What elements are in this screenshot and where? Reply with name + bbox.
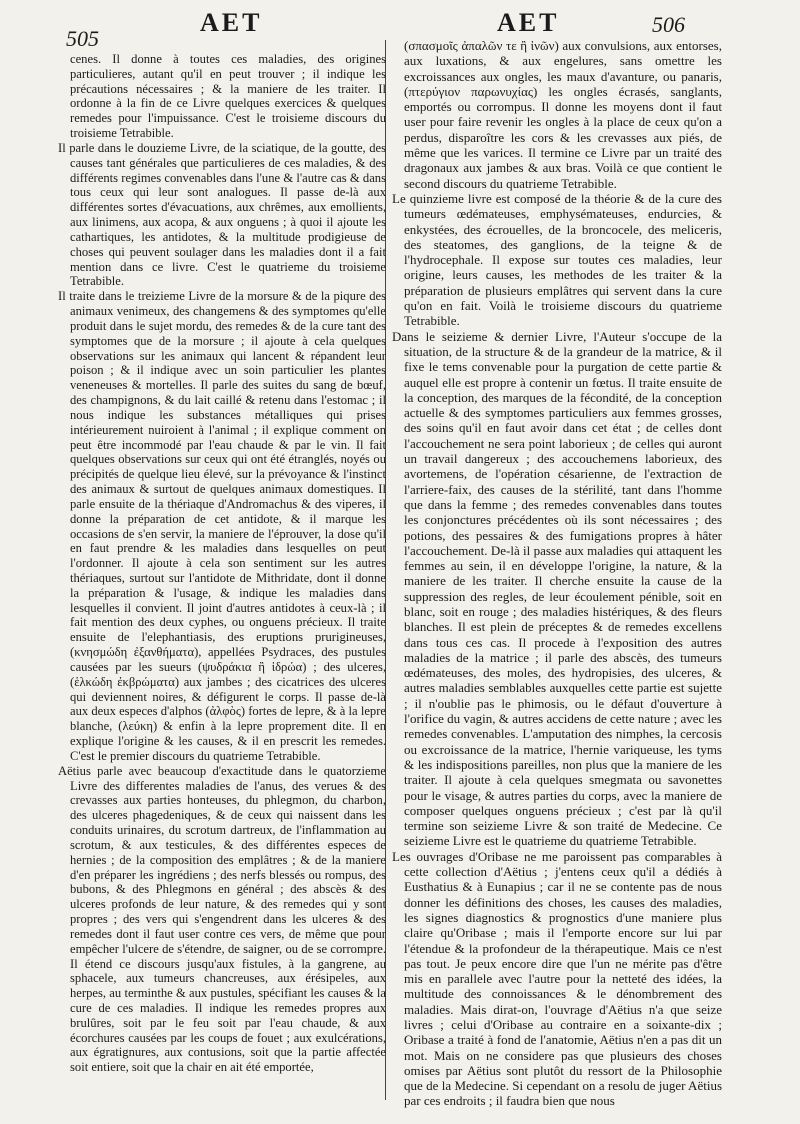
paragraph: Il parle dans le douzieme Livre, de la sciatique, de la goutte, des causes tant générales que particulieres de ces maladies, & des différents regimes convenables dans l'une & l'autre cas & dans tous ceux qui leur sont analogues. Il passe de-là aux différentes sortes d'évacuations, aux chrêmes, aux emollients, aux linimens, aux acopa, & aux onguens ; à quoi il ajoute les cathartiques, les antidotes, & la multitude prodigieuse de choses qui peuvent soulager dans les maladies dont il a fait mention dans ce livre. C'est le quatrieme du troisieme Tetrabible. <box>58 140 386 289</box>
running-head-left: AET <box>200 8 263 37</box>
page-number-left: 505 <box>66 26 99 51</box>
paragraph: (σπασμοῖς ἀπαλῶν τε ἢ ἰνῶν) aux convulsions, aux entorses, aux luxations, & aux engelures, sans omettre les excroissances aux ongles, les maux d'avanture, ou panaris, (πτερύγιον παρωνυχίας) les ongles écrasés, sanglants, emportés ou corrompus. Il donne les moyens dont il faut user pour faire revenir les ongles à la place de ceux qu'on a perdus, disparoître les cors & les crevasses aux piés, de même que les varices. Il termine ce Livre par un traité des dragonaux aux jambes & aux bras. Voilà ce que contient le second discours du quatrieme Tetrabible. <box>404 38 722 191</box>
running-head-right: AET <box>497 8 560 37</box>
paragraph: cenes. Il donne à toutes ces maladies, des origines particulieres, autant qu'il en peut trouver ; il indique les précautions nécessaires ; & la maniere de les traiter. Il ordonne à la fin de ce Livre quelques exercices & quelques remedes pour l'impuissance. C'est le troisieme discours du troisieme Tetrabible. <box>70 52 386 141</box>
paragraph: Dans le seizieme & dernier Livre, l'Auteur s'occupe de la situation, de la structure & de la grandeur de la matrice, & il fixe le tems convenable pour la purgation de cette partie & auquel elle est propre à contenir un fœtus. Il traite ensuite de la conception, des marques de la fécondité, de la conception actuelle & des symptomes particuliers aux femmes grosses, des soins qu'il en faut avoir dans cet état ; de celles dont l'accouchement ne sera point laborieux ; de celles qui auront un travail dangereux ; des accouchemens laborieux, des avortemens, de l'opération césarienne, de l'extraction de l'arriere-faix, des causes de la stérilité, tant dans l'homme que dans la femme ; des remedes convenables dans toutes les conjonctures précédentes où ils sont nécessaires ; des potions, des pessaires & des fumigations propres à hâter l'accouchement. De-là il passe aux maladies qui attaquent les femmes au sein, il en développe l'origine, la nature, & la maniere de les traiter. Il cherche ensuite la cause de la suppression des regles, de leur écoulement pénible, soit en blanc, soit en rouge ; des maladies histériques, & des fleurs blanches. Il est plein de préceptes & de remedes excellens dans tous ces cas. Il procede à l'exposition des autres maladies de la matrice ; il parle des abscès, des tumeurs œdémateuses, des moles, des hydropisies, des ulceres, & autres maladies semblables auxquelles cette partie est sujette ; il n'oublie pas le phimosis, ou le défaut d'ouverture à l'orifice du vagin, & autres accidens de cette nature ; avec les remedes convenables. L'amputation des nimphes, la cercosis ou excroissance de la matrice, l'hernie variqueuse, les tyms & les indispositions pareilles, non plus que la maniere de les traiter. Il ajoute à cela quelques smegmata ou savonettes pour le visage, & autres parties du corps, avec la maniere de composer quelques onguens précieux ; c'est par là qu'il termine son seizieme Livre & son traité de Medecine. Ce seizieme Livre est le quatrieme du quatrieme Tetrabible. <box>392 328 722 849</box>
right-column <box>392 38 722 1109</box>
paragraph: Le quinzieme livre est composé de la théorie & de la cure des tumeurs œdémateuses, emphysémateuses, endurcies, & enkystées, des écrouelles, de la broncocele, des meliceris, des steatomes, des ganglions, de la teigne & de l'hydrocephale. Il expose sur toutes ces maladies, leur origine, leurs causes, les methodes de les traiter & la préparation de plusieurs emplâtres qui servent dans la cure qu'on en fait. Voilà le troisieme discours du quatrieme Tetrabible. <box>392 190 722 329</box>
paragraph: Aëtius parle avec beaucoup d'exactitude dans le quatorzieme Livre des differentes maladies de l'anus, des verues & des crevasses aux parties honteuses, du phlegmon, du charbon, des ulceres phagedeniques, & de ceux qui naissent dans les conduits urinaires, du scrotum dartreux, de l'inflammation au scrotum, & aux testicules, & des différentes especes de hernies ; de la composition des emplâtres ; & de la maniere d'en préparer les ingrédiens ; des nerfs blessés ou rompus, des bubons, & des Phlegmons en général ; des abscès & des ulceres profonds de leur nature, & des remedes qui y sont propres ; des vers qui s'engendrent dans les ulceres & des remedes dont il faut user contre ces vers, de même que pour empêcher l'ulcere de s'étendre, de saigner, ou de se corrompre. Il étend ce discours jusqu'aux fistules, à la gangrene, au sphacele, aux tumeurs chancreuses, aux érésipeles, aux herpes, au terminthe & aux pustules, spécifiant les causes & la cure de ces maladies. Il indique les remedes propres aux brulûres, soit par le feu soit par l'eau chaude, & aux écorchures causées par les coups de fouet ; aux exulcérations, aux égratignures, aux contusions, soit que la partie affectée soit entiere, soit que la chair en ait été emportée, <box>58 763 386 1075</box>
paragraph: Les ouvrages d'Oribase ne me paroissent pas comparables à cette collection d'Aëtius ; j'entens ceux qu'il a dédiés à Eusthatius & à Eunapius ; car il ne se contente pas de nous donner les définitions des choses, les causes des maladies, les signes diagnostics & prognostics d'une maniere plus claire qu'Oribase ; mais il l'emporte encore sur lui par l'étendue & la profondeur de la thérapeutique. Mais ce n'est pas tout. Je peux encore dire que l'un ne mérite pas d'être mis en parallele avec l'autre pour la netteté des idées, la multitude des connoissances & le dénombrement des maladies. Mais dirat-on, l'ouvrage d'Aëtius n'a que seize livres ; celui d'Oribase au contraire en a soixante-dix ; Oribase a traité à fond de l'anatomie, Aëtius n'en a pas dit un mot. Mais on ne considere pas que plusieurs des choses omises par Aëtius sont plutôt du ressort de la Philosophie que de la Medecine. Si cependant on a resolu de juger Aëtius par ces endroits ; il faudra bien que nous <box>392 848 722 1109</box>
page-number-right: 506 <box>652 12 685 37</box>
paragraph: Il traite dans le treizieme Livre de la morsure & de la piqure des animaux venimeux, des changemens & des symptomes qu'elle produit dans le sujet mordu, des remedes & de la cure tant des symptomes que de la morsure ; il ajoute à cela quelques observations sur les animaux qui lancent & répandent leur poison ; & il indique avec un soin particulier les plantes veneneuses & mortelles. Il parle des suites du sang de bœuf, des champignons, & du lait caillé & retenu dans l'estomac ; il nous indique les substances métalliques qui prises intérieurement nuiroient à l'animal ; il explique comment on peut être incommodé par l'eau chaude & par le vin. Il fait quelques observations sur ceux qui ont été étranglés, noyés ou précipités de quelque lieu élevé, sur la prévoyance & l'instinct des animaux & surtout de quelques animaux domestiques. Il parle ensuite de la thériaque d'Andromachus & des viperes, il donne la préparation de cet antidote, & il marque les occasions de s'en servir, la maniere de l'éprouver, la dose qu'il en faut prendre & les maladies dans lesquelles on peut l'ordonner. Il ajoute à cela son sentiment sur les autres thériaques, surtout sur l'antidote de Mithridate, dont il donne la préparation & l'usage, & indique les maladies dans lesquelles il convient. Il joint d'autres antidotes à ceux-là ; il fait mention des deux cyphes, ou onguens précieux. Il traite ensuite de l'elephantiasis, des eruptions prurigineuses, (κνησμώδη ἐξανθήματα), appellées Psydraces, des pustules causées par les sueurs (ψυδράκια ἢ ἱδρώα) ; des ulceres, (ἑλκώδη ἐκβρώματα) aux jambes ; des cicatrices des ulceres qui deviennent noires, & défigurent le corps. Il passe de-là aux deux especes d'alphos (ἀλφὸς) fortes de lepre, & à la lepre blanche, (λεύκη) & enfin à la lepre proprement dite. Il en explique l'origine & les causes, & il en prescrit les remedes. C'est le premier discours du quatrieme Tetrabible. <box>58 289 386 763</box>
left-column <box>58 52 386 1075</box>
